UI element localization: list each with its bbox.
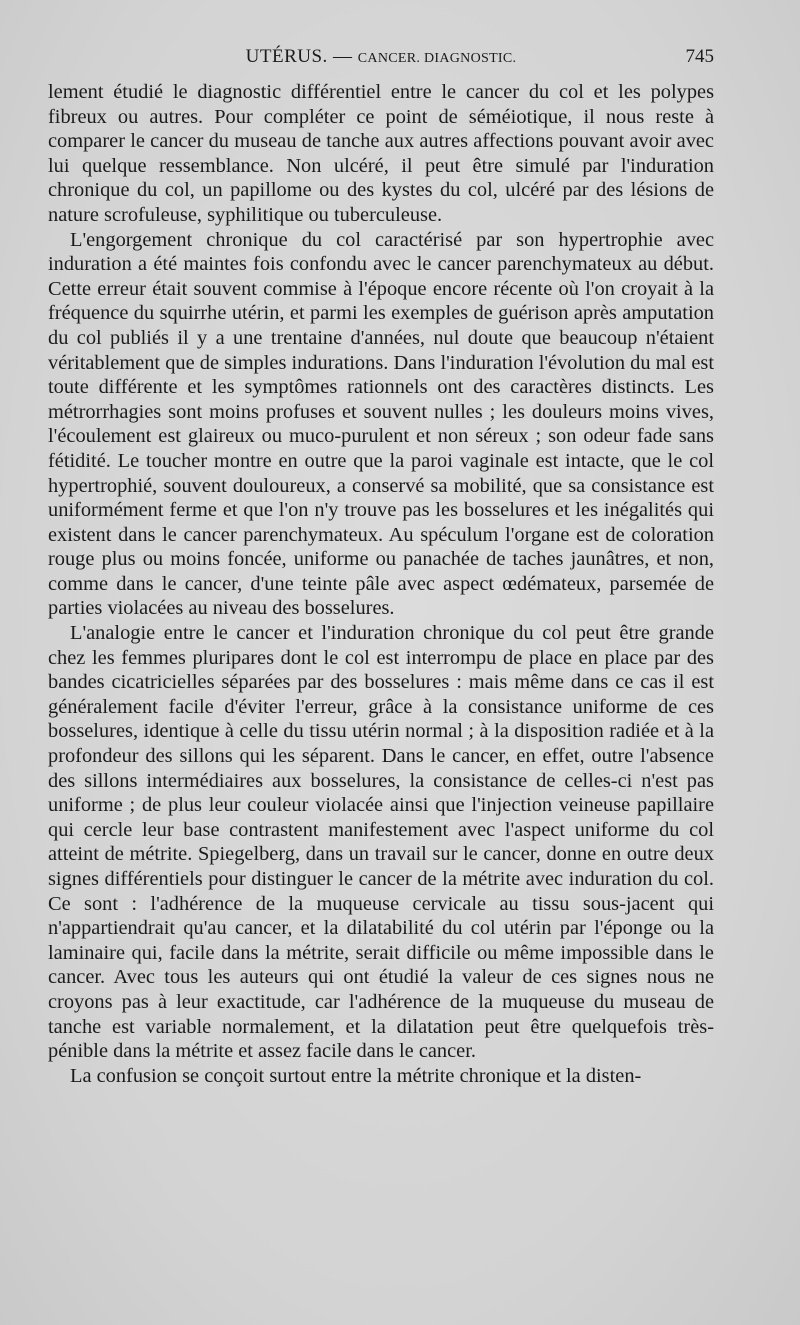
running-title-section: CANCER. DIAGNOSTIC. [357,51,517,66]
running-header [48,46,714,74]
body-text [48,80,714,1088]
paragraph-confusion: La confusion se conçoit surtout entre la métrite chronique et la disten- [70,1064,642,1087]
paragraph-continued: lement étudié le diagnostic différentiel entre le cancer du col et les polypes fibreux ou autres. Pour compléter ce point de séméiotique, il nous reste à comparer le cancer du museau de tanche aux autres affections pouvant avoir avec lui quelque ressemblance. Non ulcéré, il peut être simulé par l'induration chronique du col, un papillome ou des kystes du col, ulcéré par des lésions de nature scrofuleuse, syphilitique ou tuberculeuse. [48,81,714,226]
running-title-main: UTÉRUS. — [245,46,353,67]
paragraph-analogie: L'analogie entre le cancer et l'induration chronique du col peut être grande chez les femmes pluripares dont le col est interrompu de place en place par des bandes cicatricielles séparées par des bosselures : mais même dans ce cas il est généralement facile d'éviter l'erreur, grâce à la consistance uniforme de ces bosselures, identique à celle du tissu utérin normal ; à la disposition radiée et à la profondeur des sillons qui les séparent. Dans le cancer, en effet, outre l'absence des sillons intermédiaires aux bosselures, la consistance de celles-ci n'est pas uniforme ; de plus leur couleur violacée ainsi que l'injection veineuse papillaire qui cercle leur base contrastent manifestement avec l'aspect uniforme du col atteint de métrite. Spiegelberg, dans un travail sur le cancer, donne en outre deux signes différentiels pour distinguer le cancer de la métrite avec induration du col. Ce sont : l'adhérence de la muqueuse cervicale au tissu sous-jacent qui n'appartiendrait qu'au cancer, et la dilatabilité du col utérin par l'éponge ou la laminaire qui, facile dans la métrite, serait difficile ou même impossible dans le cancer. Avec tous les auteurs qui ont étudié la valeur de ces signes nous ne croyons pas à leur exactitude, car l'adhérence de la muqueuse du museau de tanche est variable normalement, et la dilatation peut être quelquefois très-pénible dans la métrite et assez facile dans le cancer. [48,622,714,1063]
running-title [48,46,714,68]
paragraph-engorgement: L'engorgement chronique du col caractérisé par son hypertrophie avec induration a été maintes fois confondu avec le cancer parenchymateux au début. Cette erreur était souvent commise à l'époque encore récente où l'on croyait à la fréquence du squirrhe utérin, et parmi les exemples de guérison après amputation du col publiés il y a une trentaine d'années, nul doute que beaucoup n'étaient véritablement que de simples indurations. Dans l'induration l'évolution du mal est toute différente et les symptômes rationnels ont des caractères distincts. Les métrorrhagies sont moins profuses et souvent nulles ; les douleurs moins vives, l'écoulement est glaireux ou muco-purulent et non séreux ; son odeur fade sans fétidité. Le toucher montre en outre que la paroi vaginale est intacte, que le col hypertrophié, souvent douloureux, a conservé sa mobilité, que sa consistance est uniformément ferme et que l'on n'y trouve pas les bosselures et les inégalités qui existent dans le cancer parenchymateux. Au spéculum l'organe est de coloration rouge plus ou moins foncée, uniforme ou panachée de taches jaunâtres, et non, comme dans le cancer, d'une teinte pâle avec aspect œdémateux, parsemée de parties violacées au niveau des bosselures. [48,228,714,620]
page-number: 745 [685,46,714,67]
